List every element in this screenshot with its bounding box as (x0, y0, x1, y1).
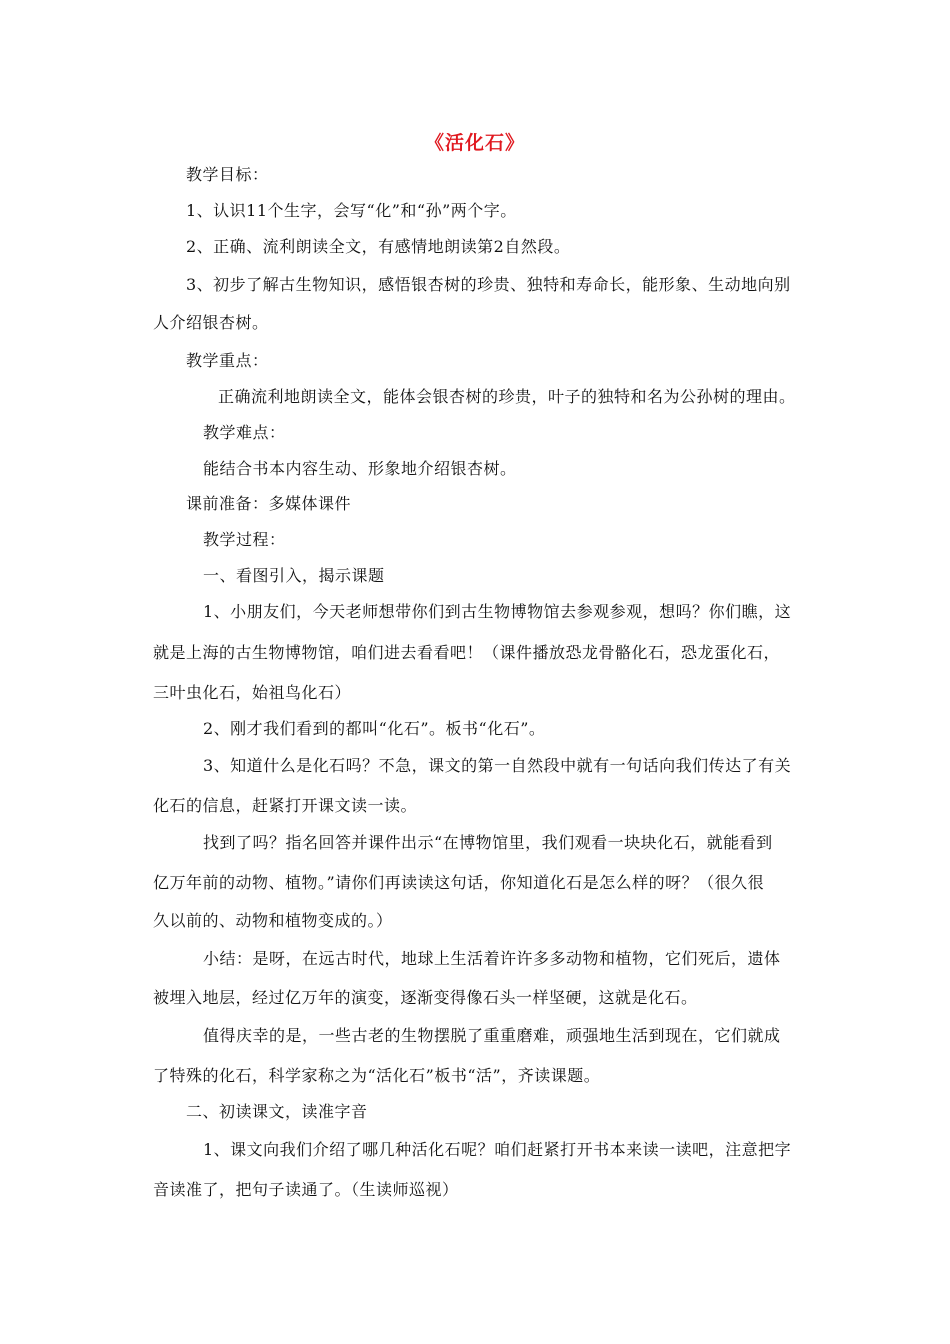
text-line: 值得庆幸的是，一些古老的生物摆脱了重重磨难，顽强地生活到现在，它们就成 (203, 1026, 781, 1045)
text-line: 了特殊的化石，科学家称之为“活化石”板书“活”，齐读课题。 (153, 1066, 601, 1085)
document-title: 《活化石》 (424, 132, 525, 154)
text-line: 1、课文向我们介绍了哪几种活化石呢？咱们赶紧打开书本来读一读吧，注意把字 (203, 1140, 792, 1159)
text-line: 正确流利地朗读全文，能体会银杏树的珍贵，叶子的独特和名为公孙树的理由。 (218, 387, 796, 406)
text-line: 1、认识11个生字，会写“化”和“孙”两个字。 (186, 201, 517, 220)
text-line: 二、初读课文，读准字音 (186, 1102, 368, 1121)
text-line: 教学目标： (186, 165, 269, 184)
text-line: 教学重点： (186, 351, 269, 370)
text-line: 久以前的、动物和植物变成的。） (153, 911, 393, 930)
text-line: 3、知道什么是化石吗？不急，课文的第一自然段中就有一句话向我们传达了有关 (203, 756, 792, 775)
text-line: 教学难点： (203, 423, 286, 442)
text-line: 人介绍银杏树。 (153, 313, 269, 332)
text-line: 课前准备：多媒体课件 (186, 494, 352, 513)
text-line: 2、刚才我们看到的都叫“化石”。板书“化石”。 (203, 719, 546, 738)
text-line: 一、看图引入，揭示课题 (203, 566, 385, 585)
text-line: 找到了吗？指名回答并课件出示“在博物馆里，我们观看一块块化石，就能看到 (203, 833, 773, 852)
text-line: 能结合书本内容生动、形象地介绍银杏树。 (203, 459, 517, 478)
text-line: 3、初步了解古生物知识，感悟银杏树的珍贵、独特和寿命长，能形象、生动地向别 (186, 275, 791, 294)
text-line: 教学过程： (203, 530, 286, 549)
text-line: 1、小朋友们，今天老师想带你们到古生物博物馆去参观参观，想吗？你们瞧，这 (203, 602, 792, 621)
text-line: 就是上海的古生物博物馆，咱们进去看看吧！（课件播放恐龙骨骼化石，恐龙蛋化石， (153, 643, 781, 662)
text-line: 2、正确、流利朗读全文，有感情地朗读第2自然段。 (186, 237, 571, 256)
text-line: 化石的信息，赶紧打开课文读一读。 (153, 796, 418, 815)
text-line: 三叶虫化石，始祖鸟化石） (153, 683, 352, 702)
text-line: 音读准了，把句子读通了。（生读师巡视） (153, 1180, 459, 1199)
text-line: 亿万年前的动物、植物。”请你们再读读这句话，你知道化石是怎么样的呀？（很久很 (153, 873, 765, 892)
text-line: 被埋入地层，经过亿万年的演变，逐渐变得像石头一样坚硬，这就是化石。 (153, 988, 698, 1007)
text-line: 小结：是呀，在远古时代，地球上生活着许许多多动物和植物，它们死后，遗体 (203, 949, 781, 968)
